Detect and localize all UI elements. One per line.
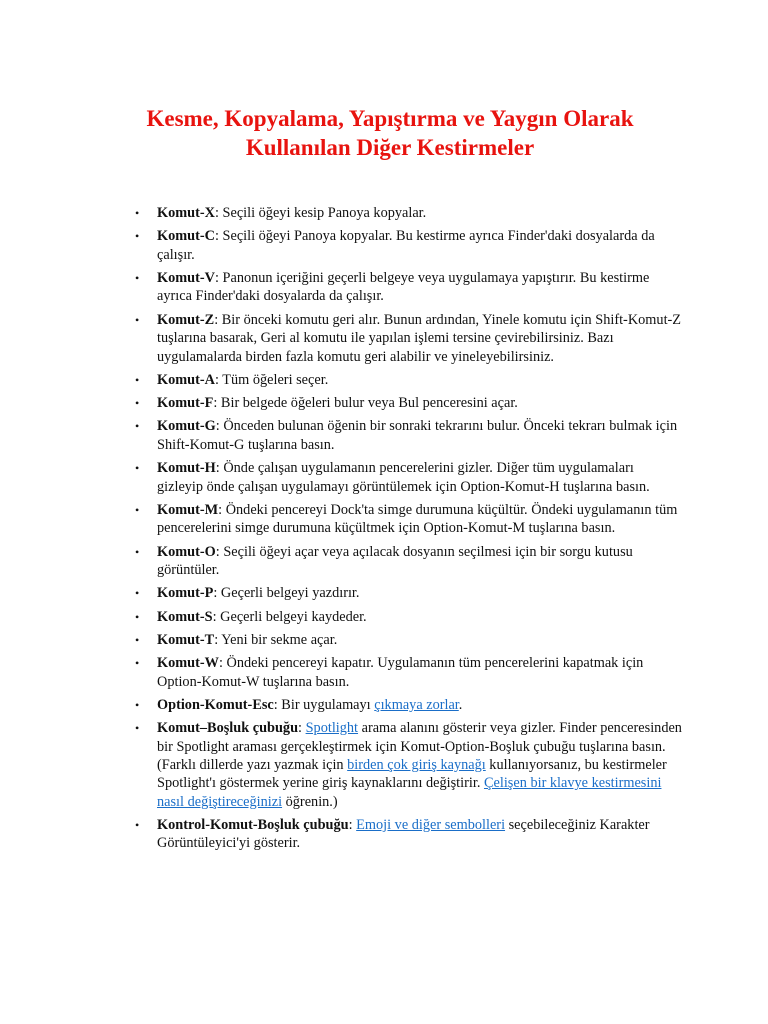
shortcut-key: Komut-M: [157, 501, 219, 518]
shortcut-key: Komut-F: [157, 395, 214, 412]
shortcut-description: : Bir belgede öğeleri bulur veya Bul penceresini açar.: [213, 395, 518, 412]
bullet-icon: •: [135, 206, 140, 220]
shortcut-description-end: seçebileceğiniz Karakter Görüntüleyici'yi gösterir.: [157, 817, 650, 852]
title-line-2: Kullanılan Diğer Kestirmeler: [245, 135, 535, 160]
shortcut-key: Komut-C: [157, 228, 215, 245]
list-item: [135, 608, 683, 626]
shortcut-key: Komut-S: [157, 608, 213, 625]
shortcut-description: : Seçili öğeyi açar veya açılacak dosyanın seçilmesi için bir sorgu kutusu görüntüler.: [157, 543, 633, 578]
shortcut-description: : Önceden bulunan öğenin bir sonraki tekrarını bulur. Önceki tekrarı bulmak için Shift-Komut-G tuşlarına basın.: [157, 418, 678, 453]
bullet-icon: •: [135, 372, 140, 387]
bullet-icon: •: [135, 544, 140, 559]
shortcut-key: Komut-O: [157, 543, 216, 560]
shortcut-description: : Geçerli belgeyi kaydeder.: [212, 608, 367, 625]
shortcut-key: Komut-H: [157, 460, 216, 477]
shortcut-description: arama alanını gösterir veya gizler. Finder penceresinden bir Spotlight araması gerçekleştirmek için Komut-Option-Boşluk çubuğu tuşlarına basın. (Farklı dillerde yazı yazmak için: [157, 720, 682, 773]
shortcut-description: kullanıyorsanız, bu kestirmeler Spotlight'ı göstermek yerine giriş kaynaklarını değiştirir.: [157, 756, 667, 792]
list-item: [135, 543, 683, 580]
shortcut-description-end: öğrenin.): [282, 793, 338, 810]
spotlight-link[interactable]: Spotlight: [305, 720, 359, 737]
list-item: [135, 311, 683, 366]
list-item: [135, 269, 683, 306]
shortcut-description: : Tüm öğeleri seçer.: [214, 371, 329, 388]
bullet-icon: •: [135, 502, 140, 517]
shortcut-description: :: [348, 817, 357, 834]
shortcut-description: : Yeni bir sekme açar.: [214, 631, 338, 648]
shortcut-key: Komut–Boşluk çubuğu: [157, 720, 299, 737]
shortcut-description: : Panonun içeriğini geçerli belgeye veya uygulamaya yapıştırır. Bu kestirme ayrıca Finder'daki dosyalarda da çalışır.: [157, 270, 650, 305]
shortcut-list: [135, 204, 683, 858]
bullet-icon: •: [135, 656, 140, 671]
list-item: [135, 816, 683, 853]
shortcut-key: Option-Komut-Esc: [157, 696, 274, 713]
list-item: [135, 654, 683, 691]
shortcut-key: Komut-G: [157, 418, 216, 435]
bullet-icon: •: [135, 271, 140, 285]
shortcut-description: : Bir uygulamayı: [273, 696, 375, 713]
bullet-icon: •: [135, 461, 140, 476]
shortcut-key: Komut-W: [157, 655, 219, 672]
shortcut-description: : Öndeki pencereyi Dock'ta simge durumuna küçültür. Öndeki uygulamanın tüm pencerelerini simge durumuna küçültmek için Option-Komut-M tuşlarına basın.: [157, 501, 678, 537]
list-item: [135, 459, 683, 496]
bullet-icon: •: [135, 818, 140, 833]
list-item: [135, 204, 683, 222]
list-item: [135, 719, 683, 811]
emoji-symbols-link[interactable]: Emoji ve diğer sembolleri: [356, 817, 506, 834]
shortcut-description: : Önde çalışan uygulamanın pencerelerini gizler. Diğer tüm uygulamaları gizleyip önde çalışan uygulamayı görüntülemek için Option-Komut-H tuşlarına basın.: [157, 460, 650, 495]
shortcut-description-end: .: [458, 696, 463, 713]
list-item: [135, 501, 683, 538]
shortcut-description: : Bir önceki komutu geri alır. Bunun ardından, Yinele komutu için Shift-Komut-Z tuşlarına basarak, Geri al komutu ile yapılan işlemi tersine çevirebilirsiniz. Bazı uygulamalarda birden fazla komutu geri alabilir ve yineleyebilirsiniz.: [157, 311, 682, 365]
shortcut-key: Komut-V: [157, 270, 215, 286]
shortcut-key: Komut-X: [157, 205, 215, 221]
bullet-icon: •: [135, 721, 140, 736]
bullet-icon: •: [135, 419, 140, 434]
list-item: [135, 371, 683, 389]
shortcut-key: Komut-A: [157, 371, 215, 388]
bullet-icon: •: [135, 609, 140, 624]
title-line-1: Kesme, Kopyalama, Yapıştırma ve Yaygın Olarak: [146, 106, 634, 131]
list-item: [135, 584, 683, 602]
bullet-icon: •: [135, 697, 140, 712]
shortcut-description: :: [298, 720, 306, 737]
force-quit-link[interactable]: çıkmaya zorlar: [374, 696, 459, 713]
shortcut-description: : Seçili öğeyi Panoya kopyalar. Bu kestirme ayrıca Finder'daki dosyalarda da çalışır.: [157, 228, 655, 263]
bullet-icon: •: [135, 312, 140, 327]
list-item: [135, 417, 683, 454]
shortcut-key: Komut-P: [157, 585, 214, 602]
bullet-icon: •: [135, 229, 140, 244]
bullet-icon: •: [135, 586, 140, 601]
shortcut-key: Kontrol-Komut-Boşluk çubuğu: [157, 817, 349, 834]
bullet-icon: •: [135, 632, 140, 647]
shortcut-key: Komut-T: [157, 631, 215, 648]
conflicting-shortcut-link[interactable]: Çelişen bir klavye kestirmesini nasıl değiştireceğinizi: [157, 775, 662, 810]
input-sources-link[interactable]: birden çok giriş kaynağı: [347, 756, 486, 773]
page-title: [60, 104, 720, 162]
shortcut-description: : Seçili öğeyi kesip Panoya kopyalar.: [214, 205, 427, 221]
list-item: [135, 696, 683, 714]
list-item: [135, 631, 683, 649]
shortcut-description: : Geçerli belgeyi yazdırır.: [213, 585, 360, 602]
list-item: [135, 394, 683, 412]
list-item: [135, 227, 683, 264]
bullet-icon: •: [135, 396, 140, 411]
shortcut-description: : Öndeki pencereyi kapatır. Uygulamanın tüm pencerelerini kapatmak için Option-Komut-W tuşlarına basın.: [157, 655, 644, 690]
shortcut-key: Komut-Z: [157, 311, 215, 328]
